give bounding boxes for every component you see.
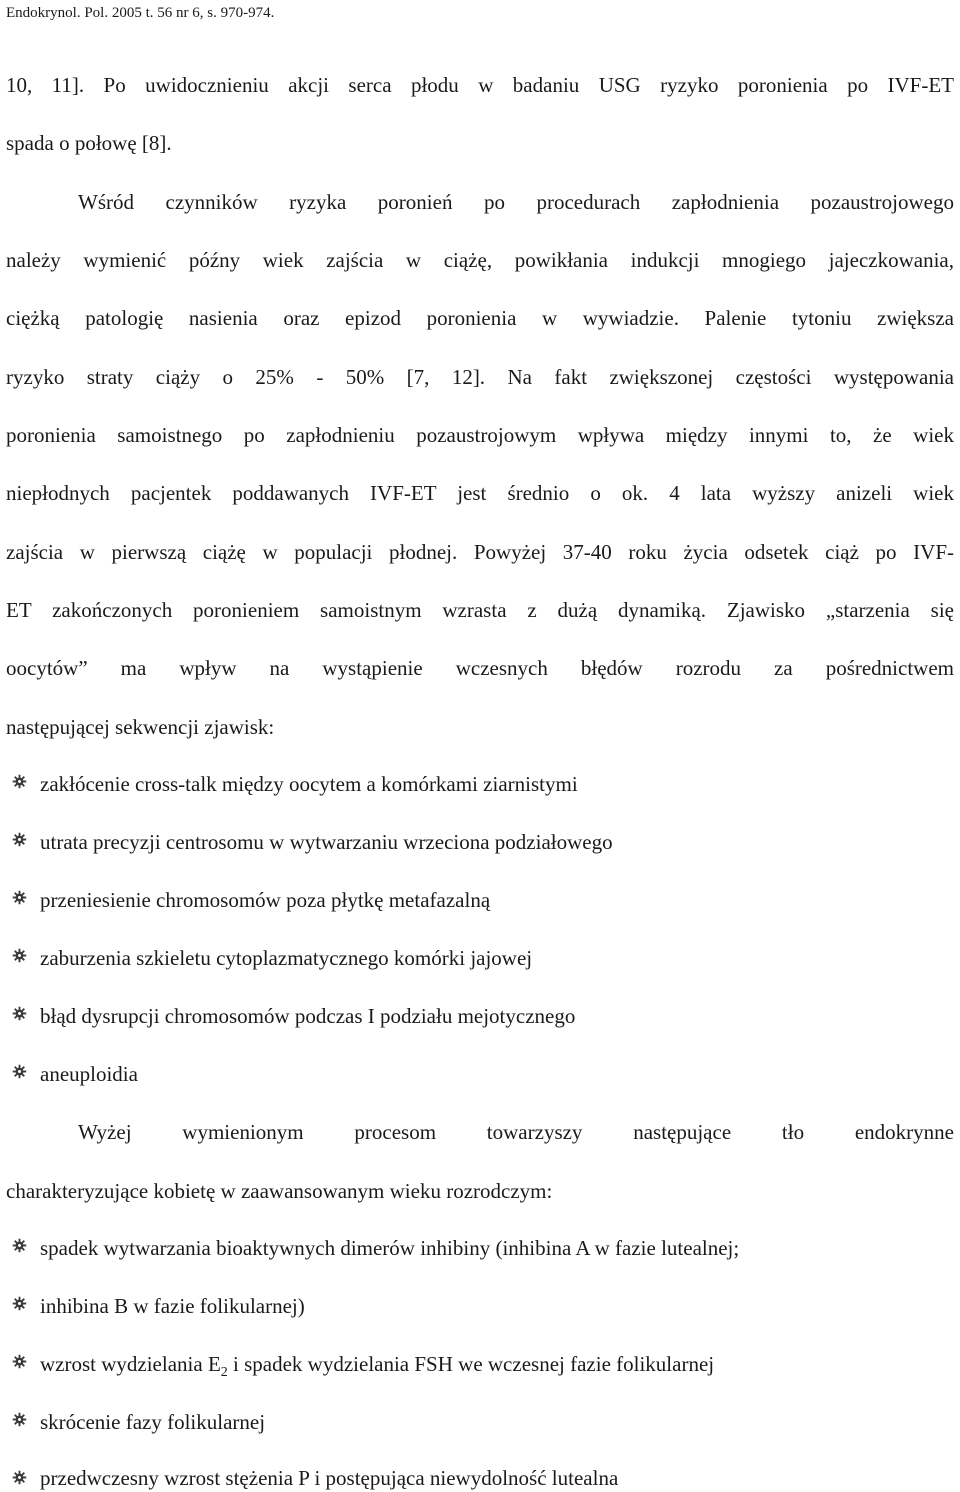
gear-bullet-icon bbox=[12, 1064, 27, 1079]
gear-bullet-icon bbox=[12, 1006, 27, 1021]
list-item: błąd dysrupcji chromosomów podczas I podziału mejotycznego bbox=[40, 1004, 576, 1028]
paragraph-line: należy wymienić późny wiek zajścia w ciążę, powikłania indukcji mnogiego jajeczkowania, bbox=[6, 248, 954, 272]
list-item: skrócenie fazy folikularnej bbox=[40, 1410, 266, 1434]
paragraph-line: 10, 11]. Po uwidocznieniu akcji serca płodu w badaniu USG ryzyko poronienia po IVF-ET bbox=[6, 73, 954, 97]
paragraph-line: niepłodnych pacjentek poddawanych IVF-ET jest średnio o ok. 4 lata wyższy anizeli wiek bbox=[6, 481, 954, 505]
list-item: przedwczesny wzrost stężenia P i postępująca niewydolność lutealna bbox=[40, 1466, 619, 1490]
list-item: spadek wytwarzania bioaktywnych dimerów inhibiny (inhibina A w fazie lutealnej; bbox=[40, 1236, 740, 1260]
paragraph-line: Wyżej wymienionym procesom towarzyszy następujące tło endokrynne bbox=[78, 1120, 954, 1144]
list-item: zakłócenie cross-talk między oocytem a komórkami ziarnistymi bbox=[40, 772, 578, 796]
gear-bullet-icon bbox=[12, 1238, 27, 1253]
list-item: aneuploidia bbox=[40, 1062, 138, 1086]
gear-bullet-icon bbox=[12, 832, 27, 847]
gear-bullet-icon bbox=[12, 948, 27, 963]
paragraph-line: Wśród czynników ryzyka poronień po procedurach zapłodnienia pozaustrojowego bbox=[78, 190, 954, 214]
list-item-text: wzrost wydzielania E bbox=[40, 1352, 221, 1376]
paragraph-line: charakteryzujące kobietę w zaawansowanym wieku rozrodczym: bbox=[6, 1179, 553, 1203]
paragraph-line: następującej sekwencji zjawisk: bbox=[6, 715, 275, 739]
paragraph-line: ryzyko straty ciąży o 25% - 50% [7, 12]. Na fakt zwiększonej częstości występowania bbox=[6, 365, 954, 389]
list-item: inhibina B w fazie folikularnej) bbox=[40, 1294, 305, 1318]
list-item: zaburzenia szkieletu cytoplazmatycznego komórki jajowej bbox=[40, 946, 533, 970]
gear-bullet-icon bbox=[12, 1470, 27, 1485]
gear-bullet-icon bbox=[12, 1296, 27, 1311]
list-item bbox=[40, 1351, 954, 1377]
paragraph-line: ciężką patologię nasienia oraz epizod poronienia w wywiadzie. Palenie tytoniu zwiększa bbox=[6, 306, 954, 330]
journal-header: Endokrynol. Pol. 2005 t. 56 nr 6, s. 970-974. bbox=[6, 5, 275, 21]
paragraph-line: spada o połowę [8]. bbox=[6, 131, 172, 155]
gear-bullet-icon bbox=[12, 774, 27, 789]
paragraph-line: oocytów” ma wpływ na wystąpienie wczesnych błędów rozrodu za pośrednictwem bbox=[6, 656, 954, 680]
list-item: przeniesienie chromosomów poza płytkę metafazalną bbox=[40, 888, 491, 912]
subscript: 2 bbox=[220, 1365, 228, 1377]
gear-bullet-icon bbox=[12, 1354, 27, 1369]
list-item-text: i spadek wydzielania FSH we wczesnej fazie folikularnej bbox=[227, 1352, 715, 1376]
gear-bullet-icon bbox=[12, 890, 27, 905]
list-item: utrata precyzji centrosomu w wytwarzaniu wrzeciona podziałowego bbox=[40, 830, 613, 854]
paragraph-line: zajścia w pierwszą ciążę w populacji płodnej. Powyżej 37-40 roku życia odsetek ciąż po IVF- bbox=[6, 540, 954, 564]
paragraph-line: ET zakończonych poronieniem samoistnym wzrasta z dużą dynamiką. Zjawisko „starzenia się bbox=[6, 598, 954, 622]
gear-bullet-icon bbox=[12, 1412, 27, 1427]
paragraph-line: poronienia samoistnego po zapłodnieniu pozaustrojowym wpływa między innymi to, że wiek bbox=[6, 423, 954, 447]
